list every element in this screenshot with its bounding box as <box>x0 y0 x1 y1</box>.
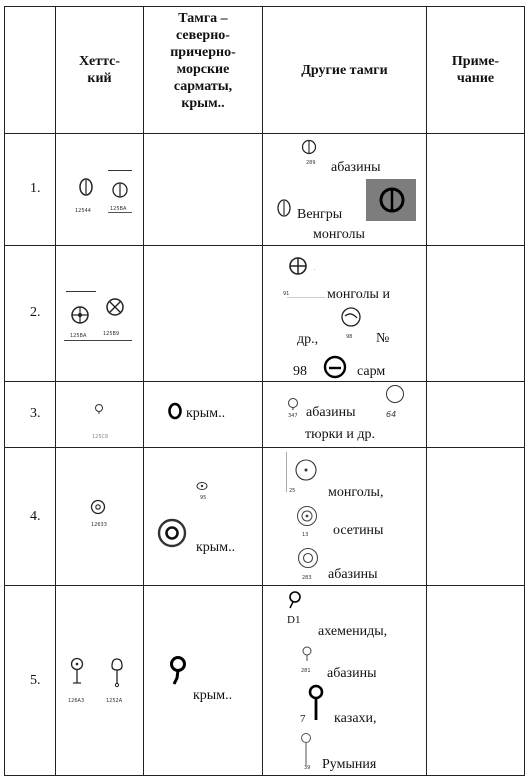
people-label: монголы, <box>328 485 384 500</box>
tamga-sign-icon <box>166 402 184 420</box>
column-divider <box>262 6 263 775</box>
hittite-sign-icon <box>104 296 126 318</box>
sign-code: 12544 <box>75 208 91 214</box>
underline <box>64 340 132 341</box>
sign-code: 125BA <box>110 206 127 212</box>
sign-code: 64 <box>386 410 397 419</box>
hittite-sign-icon <box>69 304 91 326</box>
region-label: крым.. <box>193 688 233 703</box>
header-line: морские <box>176 62 230 77</box>
people-label: др., <box>297 332 319 347</box>
header-hittite <box>56 53 143 87</box>
tamga-sign-icon <box>295 504 319 528</box>
overline <box>108 170 132 171</box>
tamga-sign-icon <box>276 198 292 218</box>
sign-code: 13 <box>302 532 309 538</box>
row-divider <box>4 245 525 246</box>
hittite-sign-icon <box>112 181 128 199</box>
tamga-sign-icon <box>299 731 313 767</box>
header-line: причерно- <box>170 45 236 60</box>
sign-code: 126A3 <box>68 698 85 704</box>
sign-code: 125BA <box>70 333 87 339</box>
hittite-sign-icon <box>78 177 94 197</box>
row-number: 1. <box>30 181 41 196</box>
sign-code: 98 <box>346 334 353 340</box>
hittite-sign-icon <box>93 402 105 416</box>
sign-code: 283 <box>302 575 312 581</box>
tamga-sign-icon <box>287 590 303 610</box>
code-label: 7 <box>300 713 306 725</box>
row-divider <box>4 585 525 586</box>
tamga-sign-icon <box>301 138 317 156</box>
sign-code: 281 <box>301 668 311 674</box>
people-label: Румыния <box>322 757 377 772</box>
header-other: Другие тамги <box>301 63 388 78</box>
overline <box>66 291 96 292</box>
table-border-right <box>524 6 525 775</box>
header-line: Приме- <box>451 54 500 69</box>
tamga-sign-icon <box>300 645 314 663</box>
tamga-sign-icon <box>305 683 327 723</box>
sign-code: 95 <box>200 495 207 501</box>
sign-code: 289 <box>306 160 316 166</box>
note-symbol: № <box>376 331 390 346</box>
header-line: чание <box>456 71 495 86</box>
tamga-sign-icon <box>166 654 190 692</box>
table-border-top <box>4 6 525 7</box>
sign-code: 1252A <box>106 698 123 704</box>
sign-code: 12633 <box>91 522 107 528</box>
people-label: абазины <box>327 666 377 681</box>
people-label: ахемениды, <box>318 624 388 639</box>
tamga-sign-icon <box>321 354 349 380</box>
sign-code: 91 <box>283 291 290 297</box>
tamga-sign-icon <box>377 185 407 215</box>
scan-artifact <box>287 297 325 298</box>
code-label: 98 <box>293 364 307 379</box>
tamga-sign-icon <box>155 516 189 550</box>
row-number: 2. <box>30 305 41 320</box>
row-divider <box>4 447 525 448</box>
column-divider <box>55 6 56 775</box>
code-label: D1 <box>287 614 301 626</box>
hittite-sign-icon <box>89 498 107 516</box>
sign-code: 39 <box>304 765 311 771</box>
people-label: абазины <box>328 567 378 582</box>
tamga-sign-icon <box>293 457 319 483</box>
row-divider <box>4 133 525 134</box>
column-divider <box>426 6 427 775</box>
people-label: абазины <box>331 160 381 175</box>
table-border-bottom <box>4 775 525 776</box>
row-number: 5. <box>30 673 41 688</box>
tamga-sign-icon <box>285 396 301 412</box>
header-line: сарматы, <box>173 79 233 94</box>
sign-code: . <box>314 266 316 272</box>
people-label: осетины <box>333 523 384 538</box>
header-line: Тамга – <box>178 11 228 26</box>
header-note <box>427 53 524 87</box>
tamga-sign-icon <box>287 255 309 277</box>
header-line: Хеттс- <box>78 54 121 69</box>
people-label: сарм <box>357 364 386 379</box>
scan-artifact <box>286 452 287 492</box>
header-line: кий <box>87 71 112 86</box>
tamga-sign-icon <box>338 306 364 328</box>
underline <box>108 212 132 213</box>
sign-code: 347 <box>288 413 298 419</box>
region-label: крым.. <box>196 540 236 555</box>
table-border-left <box>4 6 5 775</box>
people-label: монголы и <box>327 287 390 302</box>
tamga-sign-icon <box>194 480 210 492</box>
people-label: абазины <box>306 405 356 420</box>
row-number: 3. <box>30 406 41 421</box>
people-label: тюрки и др. <box>305 427 375 442</box>
sign-code: 125B9 <box>103 331 120 337</box>
people-label: монголы <box>313 227 365 242</box>
header-sarmat <box>144 10 262 112</box>
row-divider <box>4 381 525 382</box>
row-number: 4. <box>30 509 41 524</box>
people-label: казахи, <box>334 711 377 726</box>
hittite-sign-icon <box>108 657 126 689</box>
sign-code: 25 <box>289 488 296 494</box>
header-line: северно- <box>176 28 230 43</box>
tamga-sign-icon <box>296 546 320 570</box>
people-label: Венгры <box>297 207 343 222</box>
header-line: крым.. <box>181 96 225 111</box>
region-label: крым.. <box>186 406 226 421</box>
column-divider <box>143 6 144 775</box>
tamga-sign-icon <box>384 383 406 405</box>
sign-code: 125C8 <box>92 434 109 440</box>
hittite-sign-icon <box>68 657 86 689</box>
